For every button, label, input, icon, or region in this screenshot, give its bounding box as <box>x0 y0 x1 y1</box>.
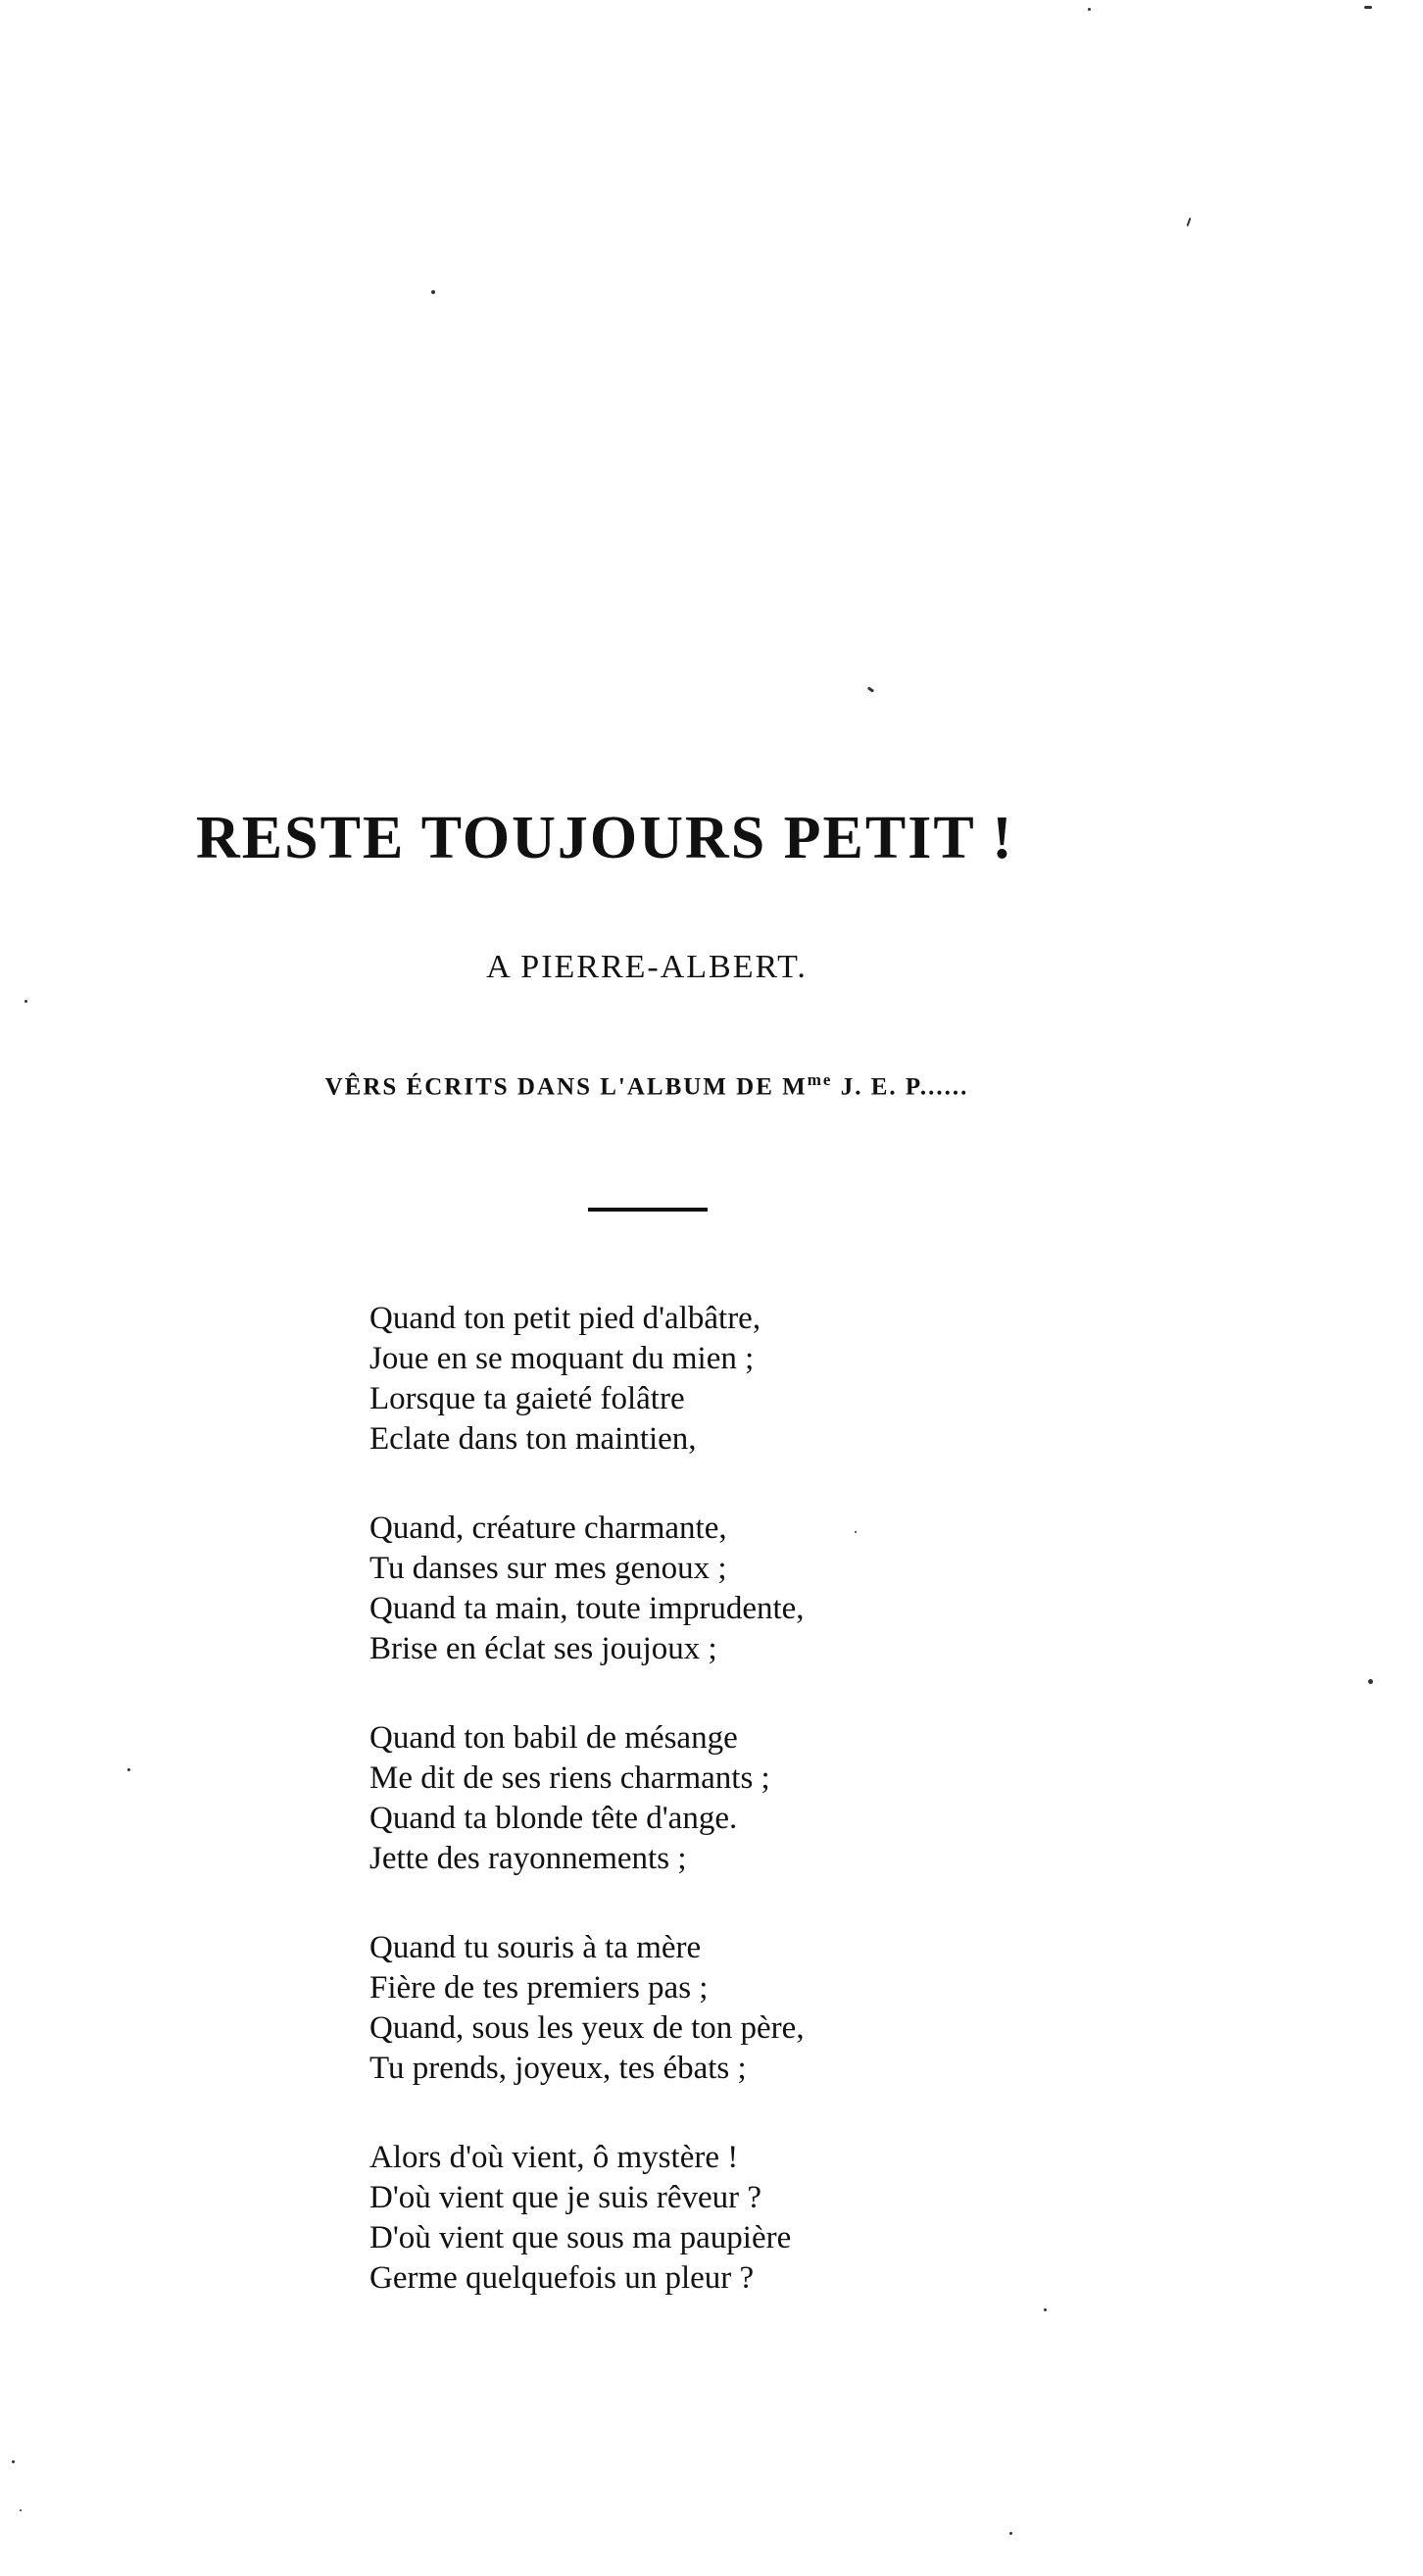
poem-line: Alors d'où vient, ô mystère ! <box>369 2140 739 2175</box>
paper-speck <box>1364 6 1372 9</box>
poem-line: Fière de tes premiers pas ; <box>369 1970 709 2006</box>
stanza <box>369 1718 1055 1879</box>
stanza <box>369 1509 1055 1669</box>
subtitle-tail: J. E. P...... <box>832 1073 969 1101</box>
separator-rule <box>588 1208 708 1212</box>
poem-line: Tu danses sur mes genoux ; <box>369 1551 727 1586</box>
poem-line: Quand ta main, toute imprudente, <box>369 1591 805 1626</box>
poem-title: RESTE TOUJOURS PETIT ! <box>196 805 1014 871</box>
poem-body <box>369 1299 1055 2348</box>
paper-speck <box>431 290 435 294</box>
poem-line: Tu prends, joyeux, tes ébats ; <box>369 2051 747 2086</box>
poem-line: Eclate dans ton maintien, <box>369 1421 697 1457</box>
poem-line: Quand tu souris à ta mère <box>369 1930 702 1965</box>
paper-speck <box>12 2460 15 2463</box>
poem-line: Quand ton petit pied d'albâtre, <box>369 1301 761 1336</box>
poem-subtitle <box>0 1070 1294 1101</box>
poem-line: D'où vient que je suis rêveur ? <box>369 2180 761 2215</box>
poem-line: Jette des rayonnements ; <box>369 1841 687 1876</box>
poem-line: Joue en se moquant du mien ; <box>369 1341 755 1376</box>
poem-dedication: A PIERRE-ALBERT. <box>486 949 808 985</box>
poem-line: Me dit de ses riens charmants ; <box>369 1760 770 1796</box>
poem-line: Quand ton babil de mésange <box>369 1720 738 1756</box>
poem-line: Germe quelquefois un pleur ? <box>369 2260 755 2296</box>
poem-line: Quand ta blonde tête d'ange. <box>369 1801 738 1836</box>
subtitle-main: VÊRS ÉCRITS DANS L'ALBUM DE M <box>324 1073 808 1101</box>
paper-speck <box>867 686 874 692</box>
paper-speck <box>25 1000 27 1003</box>
stanza <box>369 2138 1055 2299</box>
paper-speck <box>1044 2308 1047 2311</box>
paper-speck <box>1009 2532 1012 2535</box>
poem-line: D'où vient que sous ma paupière <box>369 2220 792 2255</box>
poem-line: Quand, sous les yeux de ton père, <box>369 2010 805 2046</box>
paper-speck <box>855 1531 857 1533</box>
paper-speck <box>1368 1679 1373 1684</box>
poem-line: Quand, créature charmante, <box>369 1511 727 1546</box>
paper-speck <box>1187 218 1192 226</box>
paper-speck <box>127 1768 130 1771</box>
subtitle-superscript: me <box>807 1070 833 1089</box>
stanza <box>369 1928 1055 2089</box>
poem-line: Lorsque ta gaieté folâtre <box>369 1381 685 1416</box>
paper-speck <box>20 2509 22 2511</box>
stanza <box>369 1299 1055 1460</box>
poem-line: Brise en éclat ses joujoux ; <box>369 1631 717 1666</box>
paper-speck <box>1088 8 1091 11</box>
